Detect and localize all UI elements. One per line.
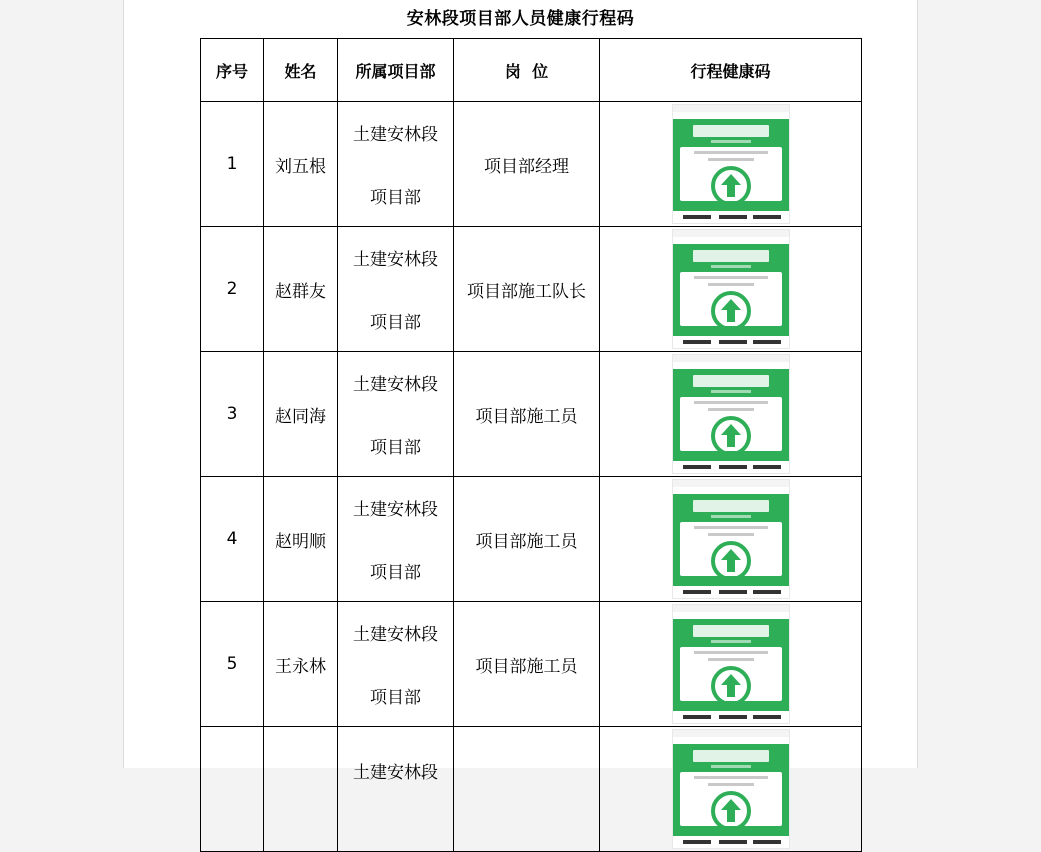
cell-text-name: 赵群友 — [275, 281, 326, 302]
department-line-1: 土建安林段 — [353, 762, 438, 783]
cell-text-position: 项目部施工队长 — [467, 281, 586, 302]
cell-name — [264, 477, 338, 602]
green-arrow-icon — [709, 289, 753, 333]
cell-text-position: 项目部施工员 — [475, 656, 578, 677]
cell-health-code — [600, 102, 862, 227]
cell-index — [201, 102, 264, 227]
travel-card-image — [672, 604, 790, 724]
cell-index — [201, 477, 264, 602]
green-code-background — [673, 619, 789, 711]
green-arrow-icon — [709, 539, 753, 583]
green-arrow-icon — [709, 664, 753, 708]
table-header-row — [201, 39, 862, 102]
cell-text-name: 赵明顺 — [275, 531, 326, 552]
cell-text-name: 赵同海 — [275, 406, 326, 427]
cell-health-code — [600, 352, 862, 477]
cell-text-index: 2 — [226, 279, 238, 299]
cell-position — [454, 477, 600, 602]
cell-index — [201, 352, 264, 477]
green-code-background — [673, 244, 789, 336]
department-line-2: 项目部 — [370, 313, 421, 333]
department-line-1: 土建安林段 — [353, 375, 438, 395]
header-health-code: 行程健康码 — [600, 39, 862, 102]
cell-name — [264, 352, 338, 477]
cell-index — [201, 727, 264, 852]
cell-department — [338, 102, 454, 227]
green-code-background — [673, 494, 789, 586]
cell-health-code — [600, 602, 862, 727]
health-code-table — [200, 38, 862, 852]
cell-text-position: 项目部施工员 — [475, 531, 578, 552]
travel-card-image — [672, 229, 790, 349]
travel-card-image — [672, 104, 790, 224]
header-position: 岗 位 — [454, 39, 600, 102]
table-row — [201, 102, 862, 227]
cell-position — [454, 102, 600, 227]
header-department: 所属项目部 — [338, 39, 454, 102]
header-name: 姓名 — [264, 39, 338, 102]
cell-department — [338, 602, 454, 727]
cell-text-position: 项目部经理 — [484, 156, 569, 177]
table-row — [201, 352, 862, 477]
document-title: 安林段项目部人员健康行程码 — [406, 9, 635, 29]
green-code-background — [673, 369, 789, 461]
header-index: 序号 — [201, 39, 264, 102]
department-line-1: 土建安林段 — [353, 500, 438, 520]
cell-text-name: 刘五根 — [275, 156, 326, 177]
cell-text-index: 1 — [226, 154, 238, 174]
cell-department — [338, 227, 454, 352]
green-code-background — [673, 119, 789, 211]
green-arrow-icon — [709, 164, 753, 208]
green-arrow-icon — [709, 789, 753, 833]
cell-text-name: 王永林 — [275, 656, 326, 677]
cell-health-code — [600, 477, 862, 602]
cell-department — [338, 477, 454, 602]
cell-department — [338, 727, 454, 852]
department-line-2: 项目部 — [370, 563, 421, 583]
cell-position — [454, 602, 600, 727]
department-line-2: 项目部 — [370, 188, 421, 208]
travel-card-image — [672, 479, 790, 599]
department-line-1: 土建安林段 — [353, 250, 438, 270]
table-row — [201, 602, 862, 727]
travel-card-image — [672, 729, 790, 849]
cell-position — [454, 727, 600, 852]
department-line-1: 土建安林段 — [353, 625, 438, 645]
cell-text-index: 5 — [226, 654, 238, 674]
cell-department — [338, 352, 454, 477]
cell-position — [454, 352, 600, 477]
table-row — [201, 477, 862, 602]
travel-card-image — [672, 354, 790, 474]
cell-text-position: 项目部施工员 — [475, 406, 578, 427]
document-page — [123, 0, 918, 783]
table-row — [201, 227, 862, 352]
cell-health-code — [600, 227, 862, 352]
cell-position — [454, 227, 600, 352]
cell-index — [201, 227, 264, 352]
cell-name — [264, 727, 338, 852]
cell-text-index: 3 — [226, 404, 238, 424]
cell-name — [264, 227, 338, 352]
table-row — [201, 727, 862, 852]
department-line-2: 项目部 — [370, 688, 421, 708]
cell-index — [201, 602, 264, 727]
cell-text-index: 4 — [226, 529, 238, 549]
green-code-background — [673, 744, 789, 836]
cell-name — [264, 602, 338, 727]
green-arrow-icon — [709, 414, 753, 458]
department-line-1: 土建安林段 — [353, 125, 438, 145]
department-line-2: 项目部 — [370, 438, 421, 458]
cell-health-code — [600, 727, 862, 852]
cell-name — [264, 102, 338, 227]
